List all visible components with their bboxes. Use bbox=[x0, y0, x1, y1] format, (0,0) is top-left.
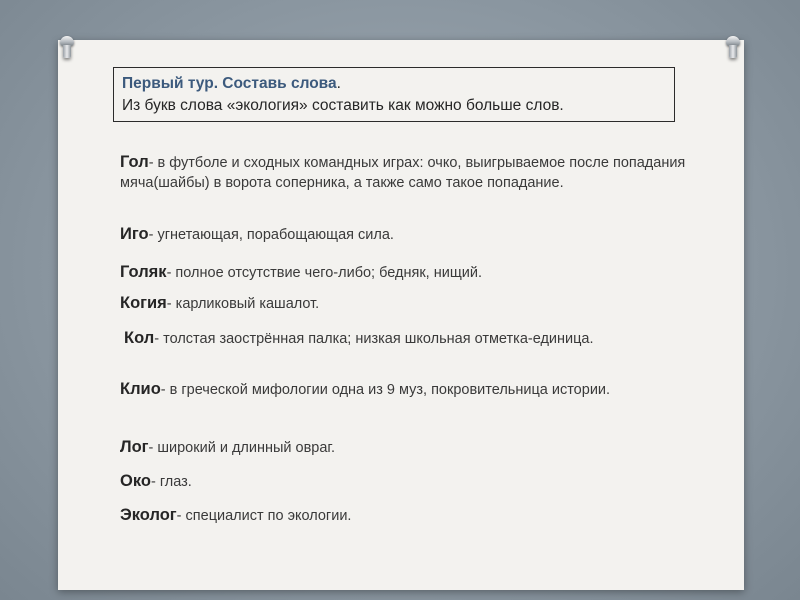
word-entry bbox=[120, 152, 720, 193]
entry-word: Голяк bbox=[120, 263, 167, 281]
word-entry bbox=[120, 471, 720, 492]
entry-definition: - карликовый кашалот. bbox=[166, 296, 320, 312]
word-entry bbox=[120, 293, 720, 314]
entry-definition: - специалист по экологии. bbox=[176, 508, 352, 524]
task-title-dot: . bbox=[336, 75, 341, 92]
entry-word: Эколог bbox=[120, 506, 177, 524]
entry-word: Когия bbox=[120, 294, 167, 312]
entry-definition: - в греческой мифологии одна из 9 муз, покровительница истории. bbox=[160, 382, 611, 398]
pushpin-icon bbox=[58, 36, 76, 60]
entry-definition: - глаз. bbox=[150, 474, 192, 490]
entry-word: Око bbox=[120, 472, 151, 490]
word-entry bbox=[120, 437, 720, 458]
entry-word: Клио bbox=[120, 380, 161, 398]
task-title-bold: Первый тур. Составь слова bbox=[122, 75, 337, 92]
task-title-box bbox=[113, 67, 675, 122]
entry-definition: - в футболе и сходных командных играх: очко, выигрываемое после попадания мяча(шайбы) в ворота соперника, а также само такое попадание. bbox=[120, 155, 686, 191]
word-entry bbox=[120, 379, 660, 400]
task-subtitle: Из букв слова «экология» составить как можно больше слов. bbox=[122, 97, 564, 114]
word-entry bbox=[124, 328, 629, 349]
entry-word: Иго bbox=[120, 225, 149, 243]
task-title bbox=[122, 73, 674, 95]
entry-definition: - угнетающая, порабощающая сила. bbox=[148, 227, 394, 243]
entry-word: Гол bbox=[120, 153, 149, 171]
entry-word: Кол bbox=[124, 329, 155, 347]
entry-definition: - полное отсутствие чего-либо; бедняк, нищий. bbox=[166, 265, 482, 281]
word-entry bbox=[120, 224, 720, 245]
pushpin-icon bbox=[724, 36, 742, 60]
entry-definition: - широкий и длинный овраг. bbox=[148, 440, 335, 456]
entry-word: Лог bbox=[120, 438, 149, 456]
entry-definition: - толстая заострённая палка; низкая школьная отметка-единица. bbox=[154, 331, 594, 347]
word-entry bbox=[120, 262, 720, 283]
word-entry bbox=[120, 505, 720, 526]
